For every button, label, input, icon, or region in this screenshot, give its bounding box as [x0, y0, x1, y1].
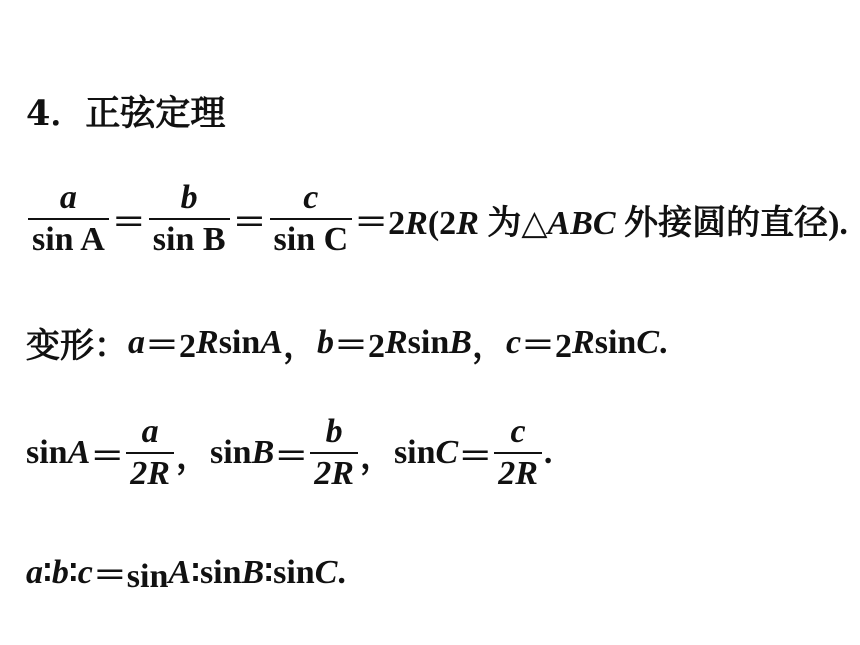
- math-token: ＝sin: [92, 558, 169, 595]
- math-token: B: [241, 553, 265, 591]
- math-token: ，: [175, 438, 210, 476]
- math-token: R: [572, 323, 595, 361]
- transform-line: [26, 318, 668, 367]
- math-token: A: [67, 434, 91, 471]
- math-token: B: [449, 323, 472, 361]
- math-token: A: [260, 323, 283, 361]
- math-token: C: [435, 434, 459, 471]
- math-token: sin: [594, 323, 637, 361]
- sine-expressions-line: [26, 412, 552, 494]
- math-token: ∶: [43, 554, 52, 592]
- fraction-a-over-2R: [126, 412, 174, 494]
- math-token: ＝2: [521, 328, 573, 365]
- math-token: R: [456, 204, 479, 242]
- math-token: ，: [471, 328, 506, 365]
- math-token: ＝2: [333, 328, 385, 365]
- ratio-line: [26, 548, 346, 597]
- numerator: c: [303, 179, 319, 216]
- math-token: ∶: [191, 554, 200, 592]
- numerator: a: [59, 179, 77, 216]
- math-token: C: [314, 553, 338, 591]
- math-token: ABC: [547, 204, 616, 242]
- math-token: (2: [427, 204, 457, 242]
- math-token: sin: [26, 434, 68, 471]
- numerator: c: [510, 413, 526, 450]
- fraction-a-over-sinA: [28, 178, 109, 260]
- math-token: ＝2: [354, 204, 406, 242]
- section-heading: 4．正弦定理: [26, 93, 226, 134]
- math-token: b: [51, 553, 69, 591]
- law-of-sines-formula: [26, 178, 848, 260]
- math-token: sin: [218, 323, 261, 361]
- fraction-c-over-2R: [494, 412, 542, 494]
- math-token: .: [659, 323, 668, 361]
- math-token: ＝2: [145, 328, 196, 365]
- math-token: ＝: [458, 438, 493, 476]
- denominator: 2R: [314, 455, 354, 492]
- denominator: sin B: [152, 221, 226, 258]
- denominator: sin A: [32, 221, 105, 258]
- equals-sign: ＝: [232, 204, 267, 242]
- math-token: sin: [209, 434, 252, 471]
- denominator: 2R: [498, 455, 538, 492]
- transform-label: 变形：: [26, 328, 128, 365]
- math-token: sin: [393, 434, 436, 471]
- math-token: ＝: [274, 438, 309, 476]
- fraction-c-over-sinC: [270, 178, 353, 260]
- equals-sign: ＝: [111, 204, 146, 242]
- math-token: A: [168, 553, 192, 591]
- numerator: b: [180, 179, 198, 216]
- denominator: sin C: [273, 221, 349, 258]
- math-token: .: [337, 553, 346, 591]
- numerator: a: [141, 413, 159, 450]
- math-token: a: [128, 323, 145, 361]
- math-token: ，: [359, 438, 394, 476]
- math-token: c: [505, 323, 522, 361]
- fraction-b-over-sinB: [149, 178, 230, 260]
- math-token: R: [405, 204, 428, 242]
- math-token: 外接圆的直径).: [615, 204, 848, 242]
- formula-tail: [354, 195, 848, 244]
- math-token: ＝: [90, 438, 125, 476]
- math-token: ∶: [68, 554, 78, 592]
- math-token: ，: [282, 328, 317, 365]
- denominator: 2R: [130, 455, 170, 492]
- math-token: sin: [407, 323, 450, 361]
- math-token: R: [384, 323, 408, 361]
- math-token: a: [26, 553, 43, 591]
- math-token: c: [77, 553, 93, 591]
- math-token: sin: [199, 553, 242, 591]
- math-token: R: [196, 323, 219, 361]
- math-token: sin: [273, 553, 315, 591]
- fraction-b-over-2R: [310, 412, 358, 494]
- math-token: ∶: [264, 554, 274, 592]
- math-token: C: [636, 323, 659, 361]
- math-token: 为△: [478, 204, 548, 242]
- math-token: .: [543, 434, 553, 471]
- math-token: B: [251, 434, 275, 471]
- math-token: b: [316, 323, 334, 361]
- numerator: b: [325, 413, 343, 450]
